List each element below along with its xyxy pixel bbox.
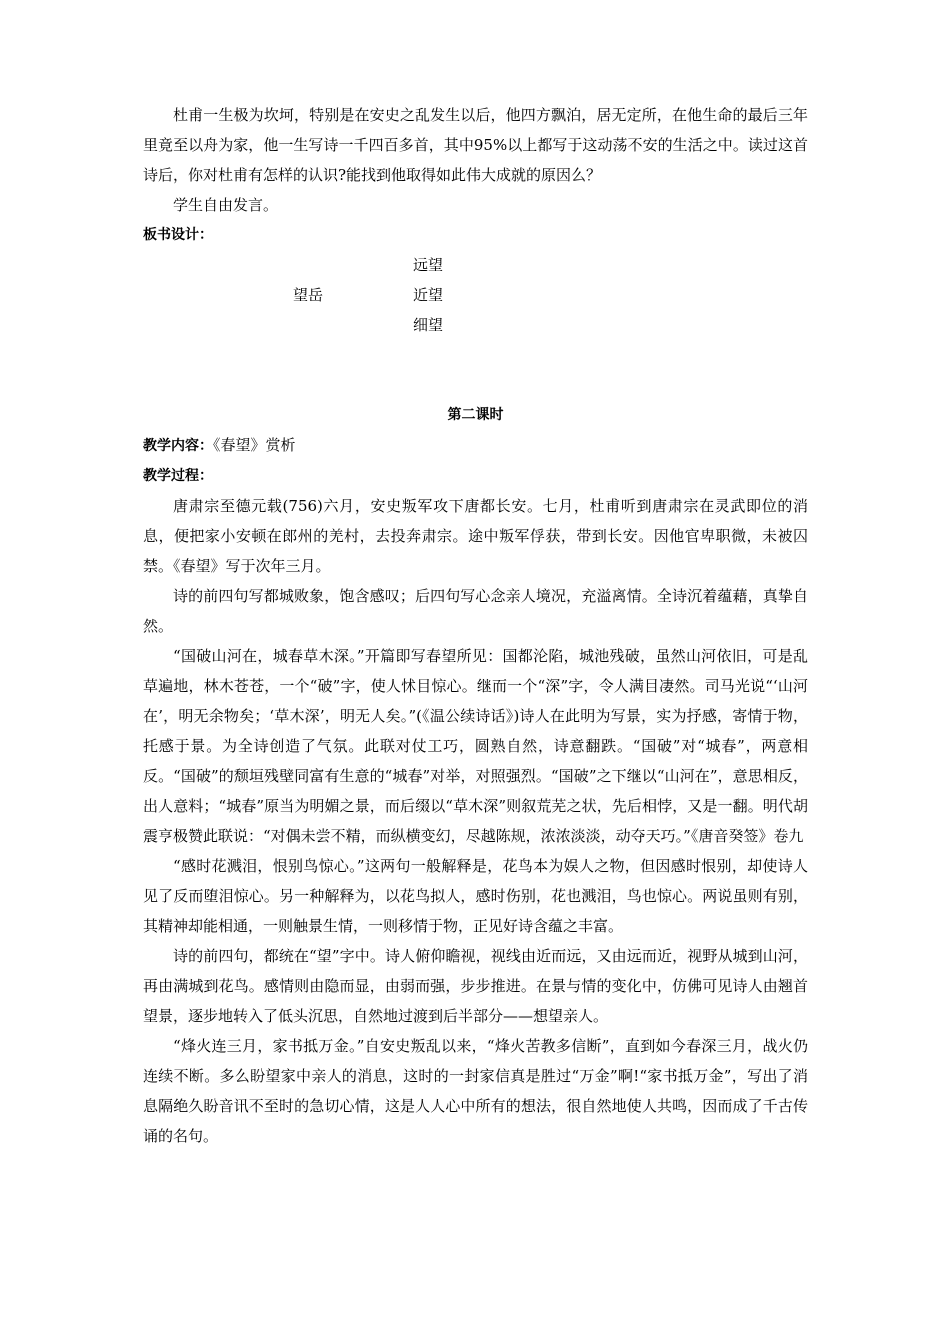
spacer [143, 340, 808, 400]
board-center-title: 望岳 [293, 286, 324, 304]
document-page [143, 100, 808, 1151]
teaching-content-value: 《春望》赏析 [213, 436, 296, 454]
teaching-content-label: 教学内容： [143, 438, 213, 454]
teaching-process-heading: 教学过程： [143, 468, 213, 484]
board-design [143, 250, 808, 340]
board-item-3: 细望 [413, 316, 444, 334]
body-paragraph-6: “烽火连三月，家书抵万金。”自安史叛乱以来，“烽火苦教多信断”，直到如今春深三月，战火仍连续不断。多么盼望家中亲人的消息，这时的一封家信真是胜过“万金”啊!“家书抵万金”，写出了消息隔绝久盼音讯不至时的急切心情，这是人人心中所有的想法，很自然地使人共鸣，因而成了千古传诵的名句。 [143, 1037, 808, 1145]
body-paragraph-2: 诗的前四句写都城败象，饱含感叹；后四句写心念亲人境况，充溢离情。全诗沉着蕴藉，真挚自然。 [143, 587, 808, 635]
teaching-content [143, 430, 808, 461]
board-design-heading: 板书设计： [143, 227, 213, 243]
board-item-2: 近望 [413, 286, 444, 304]
intro-paragraph-1: 杜甫一生极为坎坷，特别是在安史之乱发生以后，他四方飘泊，居无定所，在他生命的最后三年里竟至以舟为家，他一生写诗一千四百多首，其中95%以上都写于这动荡不安的生活之中。读过这首诗后，你对杜甫有怎样的认识?能找到他取得如此伟大成就的原因么？ [143, 106, 808, 184]
intro-paragraph-2: 学生自由发言。 [173, 196, 279, 214]
body-paragraph-3: “国破山河在，城春草木深。”开篇即写春望所见：国都沦陷，城池残破，虽然山河依旧，可是乱草遍地，林木苍苍，一个“破”字，使人怵目惊心。继而一个“深”字，令人满目凄然。司马光说“‘山河在’，明无余物矣；‘草木深’，明无人矣。”(《温公续诗话》)诗人在此明为写景，实为抒感，寄情于物，托感于景。为全诗创造了气氛。此联对仗工巧，圆熟自然，诗意翻跌。“国破”对“城春”，两意相反。“国破”的颓垣残壁同富有生意的“城春”对举，对照强烈。“国破”之下继以“山河在”，意思相反，出人意料；“城春”原当为明媚之景，而后缀以“草木深”则叙荒芜之状，先后相悖，又是一翻。明代胡震亨极赞此联说：“对偶未尝不精，而纵横变幻，尽越陈规，浓浓淡淡，动夺天巧。”《唐音癸签》卷九 [143, 647, 808, 845]
board-item-1: 远望 [413, 256, 444, 274]
body-paragraph-1: 唐肃宗至德元载(756)六月，安史叛军攻下唐都长安。七月，杜甫听到唐肃宗在灵武即位的消息，便把家小安顿在郎州的羌村，去投奔肃宗。途中叛军俘获，带到长安。因他官卑职微，未被囚禁。《春望》写于次年三月。 [143, 497, 808, 575]
body-paragraph-4: “感时花溅泪，恨别鸟惊心。”这两句一般解释是，花鸟本为娱人之物，但因感时恨别，却使诗人见了反而堕泪惊心。另一种解释为，以花鸟拟人，感时伤别，花也溅泪，鸟也惊心。两说虽则有别，其精神却能相通，一则触景生情，一则移情于物，正见好诗含蕴之丰富。 [143, 857, 808, 935]
lesson-title: 第二课时 [447, 407, 504, 423]
body-paragraph-5: 诗的前四句，都统在“望”字中。诗人俯仰瞻视，视线由近而远，又由远而近，视野从城到山河，再由满城到花鸟。感情则由隐而显，由弱而强，步步推进。在景与情的变化中，仿佛可见诗人由翘首望景，逐步地转入了低头沉思，自然地过渡到后半部分——想望亲人。 [143, 947, 808, 1025]
